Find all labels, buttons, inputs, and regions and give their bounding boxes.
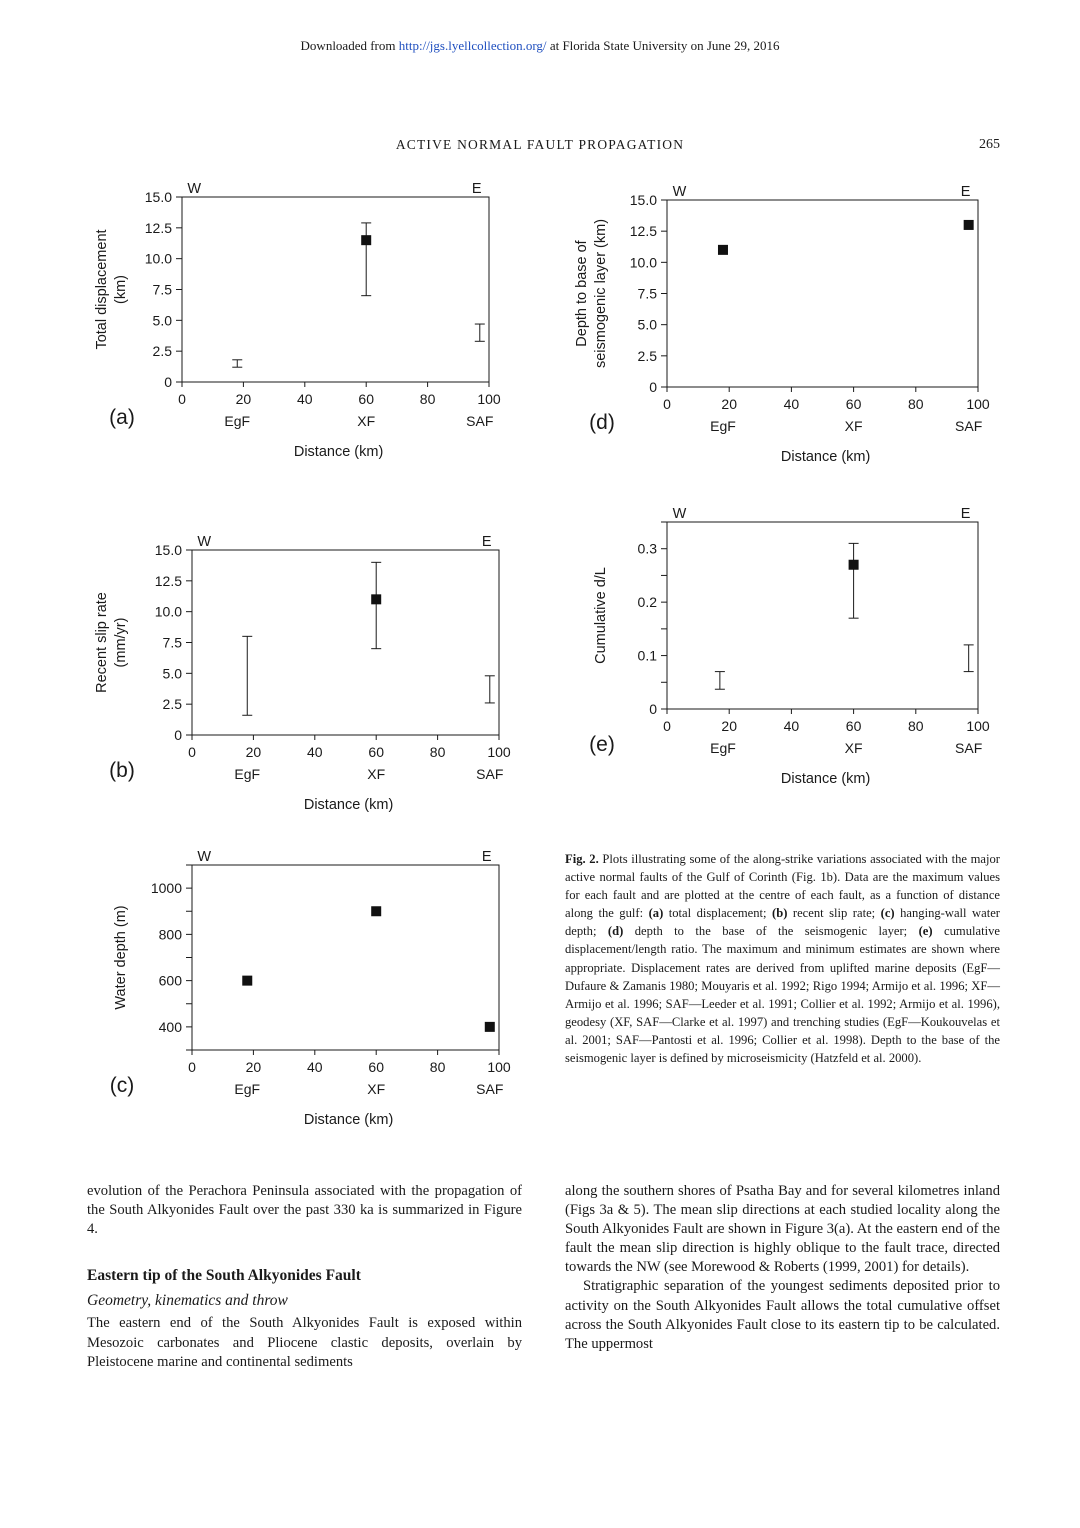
y-tick-label: 15.0	[144, 189, 172, 205]
body-paragraph: along the southern shores of Psatha Bay and for several kilometres inland (Figs 3a & 5). The mean slip directions at each studied locality along the South Alkyonides Fault are shown in Figure 3(a). At the eastern end of the fault the mean slip direction is highly oblique to the fault trace, directed towards the NW (see Morewood & Roberts (1999, 2001) for details).	[565, 1183, 1000, 1276]
x-axis-label: Distance (km)	[780, 771, 871, 787]
plot-frame	[667, 200, 978, 387]
fault-label: XF	[844, 740, 863, 756]
plot-e-cumulative-dl	[560, 500, 1000, 790]
x-tick-label: 40	[307, 744, 323, 760]
plot-frame	[667, 522, 978, 709]
y-axis-label: Cumulative d/L	[593, 567, 609, 664]
direction-label-east: E	[481, 849, 492, 865]
caption-ref-a: (a)	[648, 906, 664, 921]
direction-label-west: W	[197, 849, 212, 865]
plot-b-recent-slip-rate	[80, 528, 520, 818]
x-axis-label: Distance (km)	[303, 1112, 394, 1128]
fault-label: SAF	[466, 413, 494, 429]
x-axis-label: Distance (km)	[293, 444, 384, 460]
plot-c-water-depth	[80, 843, 520, 1133]
x-tick-label: 80	[908, 396, 924, 412]
y-axis-label: Depth to base of	[574, 240, 590, 347]
x-tick-label: 100	[477, 391, 501, 407]
x-tick-label: 40	[297, 391, 313, 407]
y-tick-label: 10.0	[154, 603, 182, 620]
y-tick-label: 0.2	[637, 594, 657, 611]
y-tick-label: 2.5	[152, 343, 172, 360]
y-tick-label: 7.5	[152, 281, 172, 298]
x-tick-label: 20	[245, 744, 262, 760]
fault-label: EgF	[710, 740, 736, 756]
y-tick-label: 600	[158, 972, 182, 989]
figure-caption	[565, 850, 1000, 1067]
y-tick-label: 0	[649, 701, 657, 717]
x-tick-label: 60	[358, 391, 374, 407]
x-axis-label: Distance (km)	[780, 449, 871, 465]
body-paragraph: The eastern end of the South Alkyonides Fault is exposed within Mesozoic carbonates and Pliocene clastic deposits, overlain by Pleistocene marine and continental sediments	[87, 1315, 522, 1370]
y-tick-label: 15.0	[154, 542, 182, 558]
fault-label: SAF	[476, 1081, 504, 1097]
caption-text-end: cumulative displacement/length ratio. The maximum and minimum estimates are shown where appropriate. Displacement rates are derived from uplifted marine deposits (EgF—Dufaure & Zamanis 1980; Mouyaris et al. 1992; Rigo 1994; Armijo et al. 1996; XF—Armijo et al. 1996; SAF—Leeder et al. 1991; Collier et al. 1992; Armijo et al. 1996), geodesy (XF, SAF—Clarke et al. 1997) and trenching studies (EgF—Koukouvelas et al. 2001; SAF—Pantosti et al. 1996; Collier et al. 1998). Depth to the base of the seismogenic layer is defined by microseismicity (Hatzfeld et al. 2000).	[565, 924, 1000, 1066]
x-tick-label: 80	[908, 718, 924, 734]
y-tick-label: 2.5	[162, 696, 182, 713]
section-heading: Eastern tip of the South Alkyonides Fault	[87, 1267, 361, 1285]
x-tick-label: 20	[235, 391, 252, 407]
x-tick-label: 80	[429, 744, 446, 760]
y-tick-label: 7.5	[637, 285, 657, 302]
y-tick-label: 15.0	[629, 192, 657, 208]
download-prefix: Downloaded from	[300, 38, 399, 53]
x-tick-label: 60	[845, 396, 862, 412]
fault-label: XF	[844, 418, 863, 434]
y-tick-label: 800	[158, 926, 182, 943]
y-tick-label: 10.0	[144, 250, 172, 267]
data-point	[371, 594, 381, 604]
x-tick-label: 100	[966, 396, 990, 412]
caption-text-c: hanging-wall water depth;	[565, 906, 1000, 939]
section-subheading: Geometry, kinematics and throw	[87, 1292, 288, 1310]
caption-ref-e: (e)	[918, 924, 933, 939]
plot-frame	[182, 197, 489, 382]
y-tick-label: 0	[164, 374, 172, 390]
data-point	[964, 220, 974, 230]
fault-label: SAF	[955, 418, 983, 434]
x-tick-label: 0	[188, 744, 196, 760]
x-axis-label: Distance (km)	[303, 797, 394, 813]
x-tick-label: 20	[721, 396, 737, 412]
plot-d-seismogenic-depth	[560, 178, 1000, 468]
x-tick-label: 60	[845, 718, 862, 734]
y-tick-label: 12.5	[154, 572, 182, 589]
x-tick-label: 40	[783, 396, 800, 412]
y-tick-label: 2.5	[637, 347, 657, 364]
running-head: ACTIVE NORMAL FAULT PROPAGATION	[395, 137, 685, 152]
caption-text-d: depth to the base of the seismogenic layer;	[623, 924, 919, 939]
x-tick-label: 20	[721, 718, 737, 734]
y-tick-label: 5.0	[637, 316, 657, 333]
direction-label-east: E	[960, 506, 971, 522]
x-tick-label: 80	[419, 391, 436, 407]
data-point	[361, 235, 371, 245]
body-column-left	[87, 1182, 522, 1372]
y-axis-label: Water depth (m)	[113, 905, 129, 1010]
x-tick-label: 60	[368, 1059, 384, 1075]
caption-label: Fig. 2.	[565, 852, 599, 866]
data-point	[371, 906, 381, 916]
y-tick-label: 10.0	[629, 254, 657, 271]
y-axis-label: (km)	[113, 275, 129, 304]
y-tick-label: 12.5	[144, 219, 172, 236]
y-tick-label: 5.0	[152, 312, 172, 329]
y-axis-label: Total displacement	[94, 229, 110, 350]
x-tick-label: 100	[487, 744, 511, 760]
caption-ref-b: (b)	[772, 906, 788, 921]
body-column-right	[565, 1182, 1000, 1354]
y-tick-label: 0	[174, 727, 182, 743]
y-tick-label: 12.5	[629, 223, 657, 240]
fault-label: EgF	[224, 413, 251, 429]
direction-label-west: W	[672, 506, 687, 522]
plot-frame	[192, 550, 499, 735]
direction-label-west: W	[197, 534, 212, 550]
fault-label: SAF	[955, 740, 983, 756]
fault-label: XF	[367, 766, 386, 782]
x-tick-label: 100	[966, 718, 990, 734]
y-axis-label: seismogenic layer (km)	[593, 218, 609, 369]
fault-label: EgF	[234, 766, 261, 782]
data-point	[242, 976, 252, 986]
data-point	[718, 245, 728, 255]
direction-label-east: E	[960, 184, 971, 200]
y-tick-label: 7.5	[162, 634, 182, 651]
y-tick-label: 0.3	[637, 540, 657, 557]
fault-label: EgF	[234, 1081, 261, 1097]
fault-label: SAF	[476, 766, 504, 782]
download-suffix: at Florida State University on June 29, 2016	[546, 38, 780, 53]
y-tick-label: 1000	[150, 880, 182, 897]
direction-label-west: W	[672, 184, 687, 200]
caption-text: Plots illustrating some of the along-strike variations associated with the major active normal faults of the Gulf of Corinth (Fig. 1b). Data are the maximum values for each fault and are plotted at the centre of each fault, as a function of distance along the gulf:	[565, 852, 1000, 921]
x-tick-label: 0	[178, 391, 186, 407]
panel-label: (e)	[589, 733, 615, 756]
y-tick-label: 0	[649, 379, 657, 395]
body-paragraph: Stratigraphic separation of the youngest sediments deposited prior to activity on the South Alkyonides Fault allows the total cumulative offset across the South Alkyonides Fault close to its eastern tip to be calculated. The uppermost	[565, 1278, 1000, 1352]
y-tick-label: 5.0	[162, 665, 182, 682]
plot-frame	[192, 865, 499, 1050]
fault-label: EgF	[710, 418, 736, 434]
x-tick-label: 80	[429, 1059, 446, 1075]
y-axis-label: (mm/yr)	[113, 617, 129, 668]
direction-label-east: E	[471, 181, 482, 197]
y-tick-label: 400	[158, 1018, 182, 1035]
body-paragraph: evolution of the Perachora Peninsula associated with the propagation of the South Alkyonides Fault over the past 330 ka is summarized in Figure 4.	[87, 1183, 522, 1238]
panel-label: (d)	[589, 411, 615, 434]
download-notice	[0, 38, 1080, 54]
caption-ref-c: (c)	[880, 906, 895, 921]
x-tick-label: 0	[188, 1059, 196, 1075]
panel-label: (b)	[109, 759, 135, 782]
panel-label: (a)	[109, 406, 135, 429]
y-axis-label: Recent slip rate	[94, 592, 110, 693]
fault-label: XF	[357, 413, 376, 429]
caption-ref-d: (d)	[607, 924, 624, 939]
plot-a-total-displacement	[80, 175, 520, 465]
x-tick-label: 40	[307, 1059, 323, 1075]
x-tick-label: 60	[368, 744, 384, 760]
x-tick-label: 100	[487, 1059, 511, 1075]
data-point	[849, 560, 859, 570]
download-link[interactable]: http://jgs.lyellcollection.org/	[398, 38, 547, 53]
y-tick-label: 0.1	[637, 647, 657, 664]
x-tick-label: 20	[245, 1059, 262, 1075]
x-tick-label: 0	[663, 396, 671, 412]
data-point	[485, 1022, 495, 1032]
caption-text-b: recent slip rate;	[787, 906, 881, 921]
panel-label: (c)	[109, 1074, 135, 1097]
direction-label-west: W	[187, 181, 202, 197]
caption-text-a: total displacement;	[663, 906, 773, 921]
fault-label: XF	[367, 1081, 386, 1097]
x-tick-label: 40	[783, 718, 800, 734]
page-number: 265	[979, 137, 1000, 152]
x-tick-label: 0	[663, 718, 671, 734]
direction-label-east: E	[481, 534, 492, 550]
